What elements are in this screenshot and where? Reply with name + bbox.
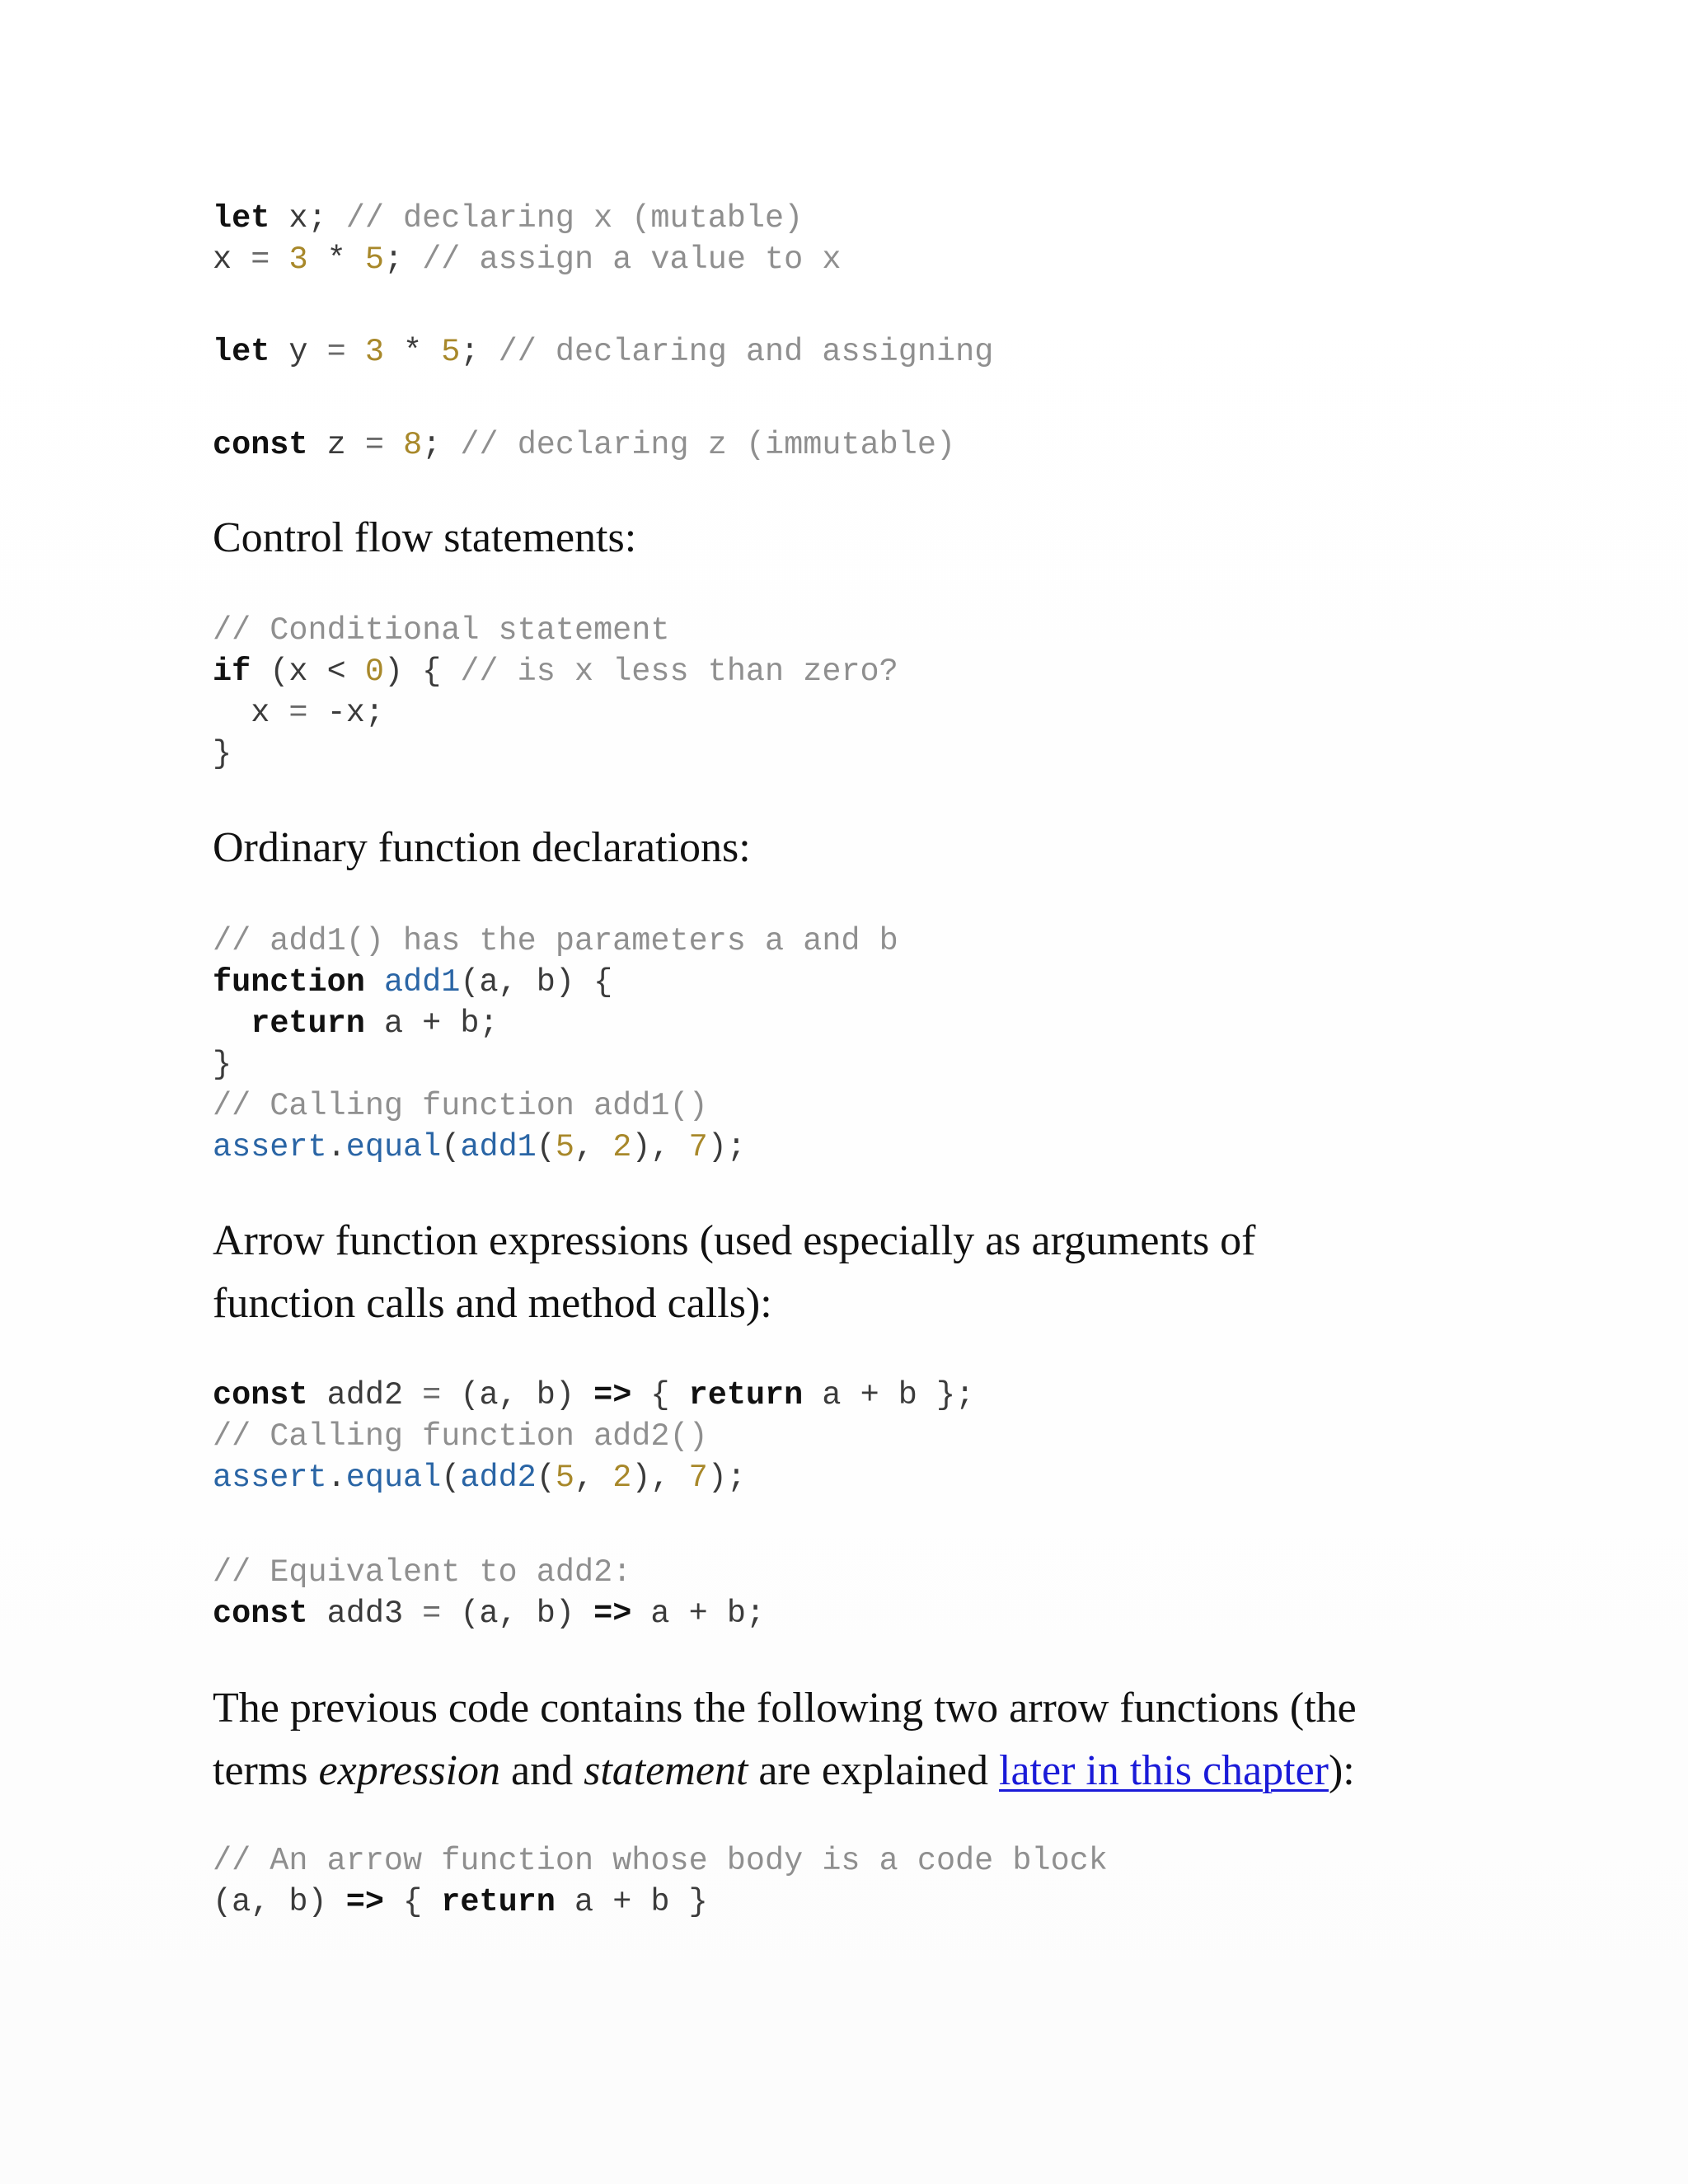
code-block-arrow-add2	[213, 1375, 974, 1498]
comment-token: // is x less than zero?	[460, 654, 898, 690]
code-text: }	[213, 1047, 232, 1083]
code-text: -x;	[307, 695, 384, 731]
number-token: 3	[288, 241, 308, 278]
code-text: ),	[631, 1129, 689, 1165]
code-text: );	[707, 1460, 746, 1496]
code-block-ordinary-functions	[213, 921, 898, 1168]
code-line	[213, 1127, 898, 1168]
number-token: 2	[612, 1129, 632, 1165]
code-line	[213, 1457, 974, 1498]
code-line	[213, 1085, 898, 1127]
code-line	[213, 1003, 898, 1044]
code-line	[213, 733, 898, 775]
code-text: (	[536, 1460, 556, 1496]
term-expression: expression	[318, 1747, 500, 1794]
code-text: a + b };	[803, 1377, 975, 1413]
code-text: *	[383, 334, 442, 370]
comment-token: // Equivalent to add2:	[213, 1554, 632, 1591]
code-text: (a, b)	[441, 1377, 594, 1413]
code-text: a + b;	[364, 1005, 499, 1042]
text-closing: ):	[1328, 1747, 1355, 1794]
keyword-token: if	[213, 654, 251, 690]
code-text: (a, b)	[441, 1596, 594, 1632]
keyword-token: let	[213, 334, 270, 370]
keyword-token: const	[213, 1596, 308, 1632]
operator-token: =	[422, 1377, 442, 1413]
number-token: 5	[555, 1460, 575, 1496]
code-text: add3	[307, 1596, 423, 1632]
code-line	[213, 651, 898, 692]
keyword-token: return	[251, 1005, 365, 1042]
code-text	[384, 427, 403, 463]
text-are-explained: are explained	[748, 1747, 1000, 1794]
code-text: (x <	[251, 654, 365, 690]
number-token: 0	[364, 654, 384, 690]
code-line	[213, 962, 898, 1003]
code-text	[270, 241, 288, 278]
code-text: }	[213, 736, 232, 772]
identifier-token: add1	[383, 964, 461, 1001]
keyword-token: =>	[345, 1884, 384, 1920]
code-text: {	[383, 1884, 442, 1920]
code-text: (a, b)	[213, 1884, 346, 1920]
code-text: x;	[270, 200, 346, 237]
code-block-arrow-body	[213, 1840, 1108, 1923]
code-text: ;	[422, 427, 461, 463]
comment-token: // Calling function add2()	[213, 1418, 708, 1455]
text-and: and	[500, 1747, 584, 1794]
code-line	[213, 1840, 1108, 1882]
paragraph-previous-code	[213, 1677, 1357, 1802]
code-block-let-y	[213, 331, 993, 373]
code-text: a + b;	[631, 1596, 766, 1632]
code-text: z	[307, 427, 365, 463]
operator-token: =	[326, 334, 346, 370]
code-line	[213, 1552, 765, 1593]
paragraph-line-1: The previous code contains the following two arrow functions (the	[213, 1685, 1357, 1732]
code-text: x	[213, 695, 289, 731]
code-text: ),	[631, 1460, 689, 1496]
keyword-token: =>	[593, 1377, 632, 1413]
number-token: 7	[688, 1129, 708, 1165]
code-text	[365, 964, 384, 1001]
number-token: 8	[403, 427, 423, 463]
code-text: x	[213, 241, 251, 278]
heading-ordinary-functions: Ordinary function declarations:	[213, 824, 751, 871]
code-line	[213, 1882, 1108, 1923]
keyword-token: return	[441, 1884, 556, 1920]
code-block-arrow-add3	[213, 1552, 765, 1634]
identifier-token: assert	[213, 1460, 327, 1496]
code-text: a + b }	[555, 1884, 708, 1920]
code-line	[213, 331, 993, 373]
identifier-token: add2	[460, 1460, 537, 1496]
code-text: .	[326, 1129, 346, 1165]
heading-control-flow: Control flow statements:	[213, 514, 637, 561]
code-text: );	[707, 1129, 746, 1165]
code-text	[213, 1005, 251, 1042]
identifier-token: add1	[460, 1129, 537, 1165]
code-block-control-flow	[213, 610, 898, 775]
comment-token: // declaring x (mutable)	[345, 200, 804, 237]
paragraph-line-2	[213, 1740, 1357, 1802]
code-text: add2	[307, 1377, 423, 1413]
code-text: ;	[383, 241, 423, 278]
number-token: 5	[441, 334, 461, 370]
code-line	[213, 239, 841, 280]
code-line	[213, 921, 898, 962]
keyword-token: const	[213, 1377, 308, 1413]
comment-token: // assign a value to x	[422, 241, 842, 278]
code-text: .	[326, 1460, 346, 1496]
code-text: (	[441, 1129, 461, 1165]
code-text: *	[307, 241, 365, 278]
code-block-const-z	[213, 424, 955, 466]
keyword-token: function	[213, 964, 365, 1001]
code-text: (	[536, 1129, 556, 1165]
term-statement: statement	[584, 1747, 748, 1794]
code-text: (a, b) {	[460, 964, 613, 1001]
operator-token: =	[288, 695, 308, 731]
number-token: 2	[612, 1460, 632, 1496]
operator-token: =	[364, 427, 384, 463]
operator-token: =	[251, 241, 270, 278]
code-line	[213, 1044, 898, 1085]
number-token: 5	[555, 1129, 575, 1165]
code-line	[213, 1416, 974, 1457]
code-line	[213, 198, 841, 239]
identifier-token: equal	[345, 1460, 442, 1496]
operator-token: =	[422, 1596, 442, 1632]
keyword-token: =>	[593, 1596, 632, 1632]
code-text: (	[441, 1460, 461, 1496]
keyword-token: const	[213, 427, 308, 463]
link-later-in-chapter[interactable]: later in this chapter	[999, 1747, 1329, 1794]
identifier-token: assert	[213, 1129, 327, 1165]
number-token: 5	[364, 241, 384, 278]
keyword-token: return	[688, 1377, 804, 1413]
comment-token: // add1() has the parameters a and b	[213, 923, 898, 959]
identifier-token: equal	[345, 1129, 442, 1165]
heading-arrow-line-2: function calls and method calls):	[213, 1280, 772, 1327]
code-line	[213, 424, 955, 466]
comment-token: // Calling function add1()	[213, 1088, 708, 1124]
keyword-token: let	[213, 200, 270, 237]
text-terms: terms	[213, 1747, 319, 1794]
comment-token: // declaring z (immutable)	[460, 427, 956, 463]
comment-token: // declaring and assigning	[498, 334, 994, 370]
heading-arrow-line-1: Arrow function expressions (used especially as arguments of	[213, 1217, 1256, 1264]
code-line	[213, 610, 898, 651]
code-text: ;	[460, 334, 499, 370]
code-line	[213, 1375, 974, 1416]
code-line	[213, 1593, 765, 1634]
number-token: 3	[364, 334, 384, 370]
heading-arrow-functions	[213, 1210, 1256, 1335]
comment-token: // An arrow function whose body is a code block	[213, 1843, 1108, 1879]
code-text: ,	[574, 1129, 613, 1165]
number-token: 7	[688, 1460, 708, 1496]
code-text: ) {	[383, 654, 461, 690]
code-text: ,	[574, 1460, 613, 1496]
code-text	[346, 334, 365, 370]
code-line	[213, 692, 898, 733]
code-block-declarations	[213, 198, 841, 280]
code-text: {	[631, 1377, 689, 1413]
code-text: y	[270, 334, 327, 370]
comment-token: // Conditional statement	[213, 612, 670, 649]
